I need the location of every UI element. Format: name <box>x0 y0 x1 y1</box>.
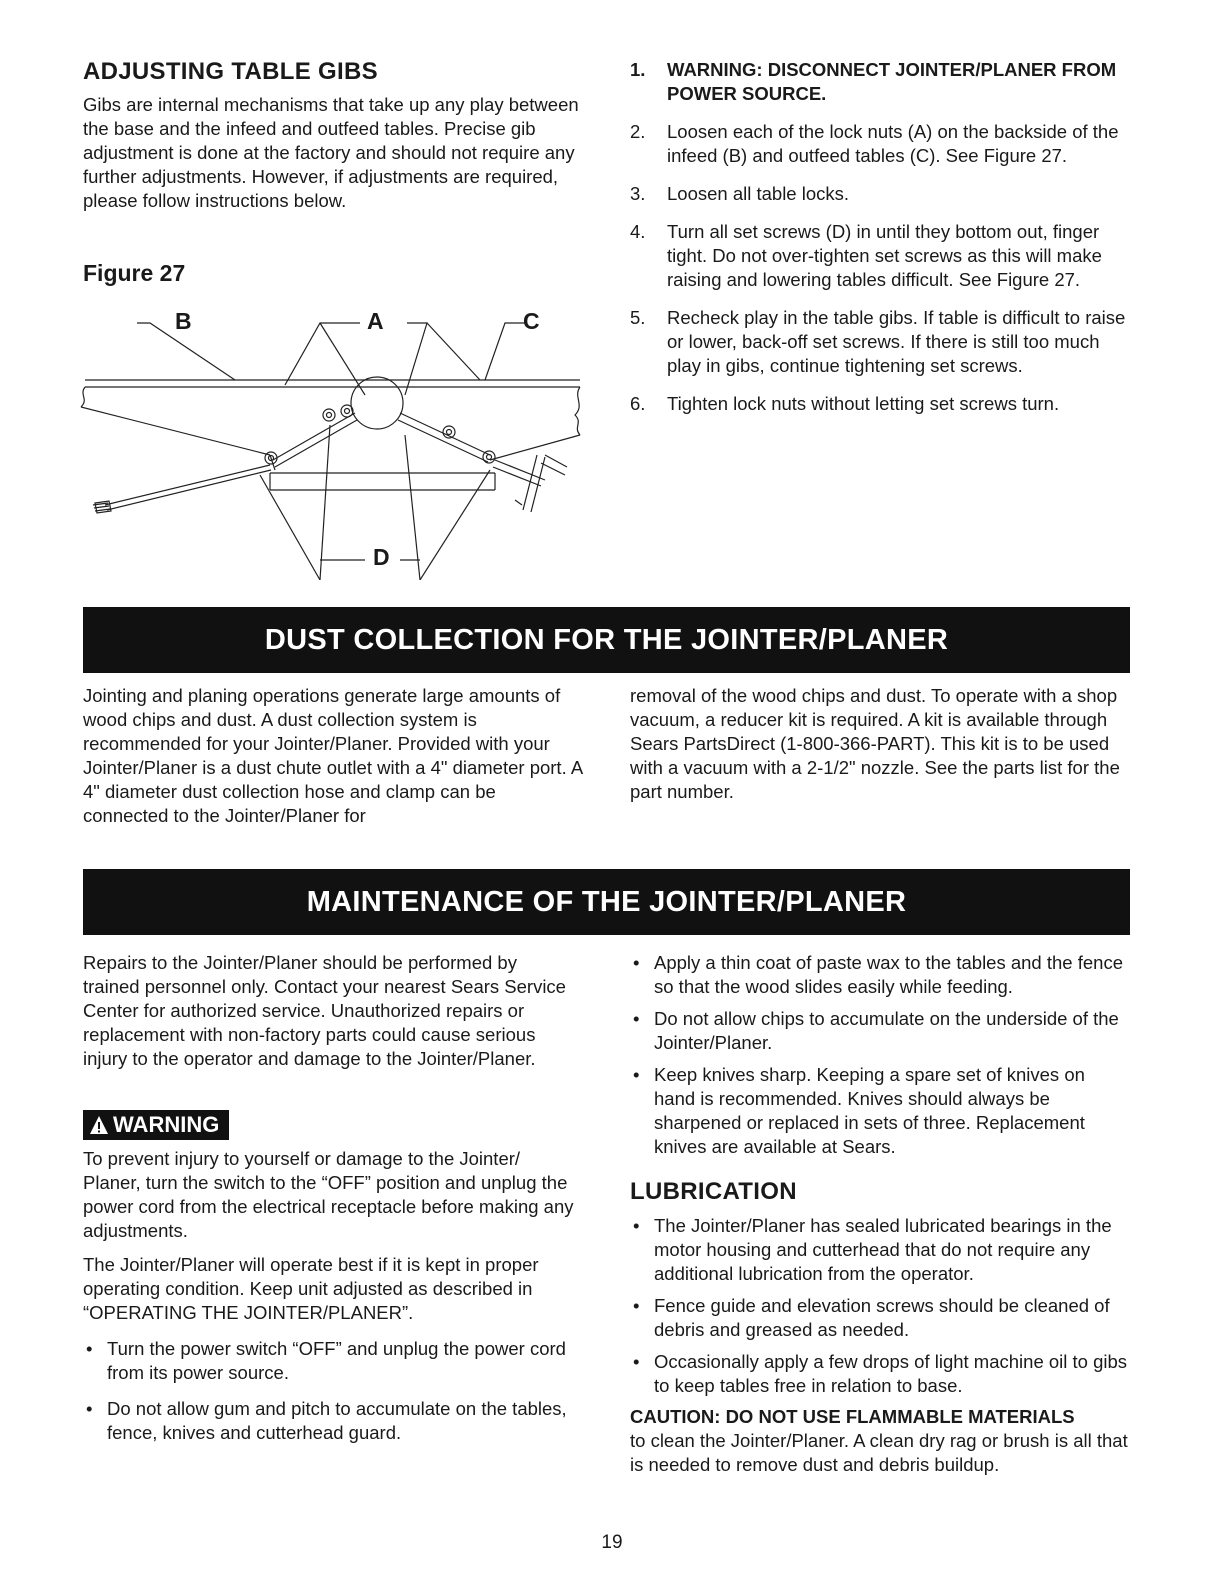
dust-left-text: Jointing and planing operations generate large amounts of wood chips and dust. A dust collection system is recommended for your Jointer/Planer. Provided with your Jointer/Planer is a dust chute outlet with a 4" diameter port. A 4" diameter dust collection hose and clamp can be connected to the Jointer/Planer for <box>83 685 583 826</box>
list-item: • Occasionally apply a few drops of light machine oil to gibs to keep tables free in relation to base. <box>633 1351 1128 1396</box>
maintenance-left-bullets <box>83 1337 578 1453</box>
figure-label-a: A <box>367 308 384 334</box>
dust-collection-banner: DUST COLLECTION FOR THE JOINTER/PLANER <box>83 607 1130 673</box>
caution-heading: CAUTION: DO NOT USE FLAMMABLE MATERIALS <box>630 1406 1075 1427</box>
dust-right-text: removal of the wood chips and dust. To operate with a shop vacuum, a reducer kit is required. A kit is available through Sears PartsDirect (1-800-366-PART). This kit is to be used with a vacuum with a 2-1/2" nozzle. See the parts list for the part number. <box>630 685 1120 802</box>
figure-label-d: D <box>373 544 390 570</box>
gibs-step: 5. Recheck play in the table gibs. If table is difficult to raise or lower, back-off set screws. If there is still too much play in gibs, continue tightening set screws. <box>630 307 1126 376</box>
warning-text: To prevent injury to yourself or damage to the Jointer/ Planer, turn the switch to the “OFF” position and unplug the power cord from the electrical receptacle before making any adjustments. <box>83 1148 574 1241</box>
lubrication-bullets <box>630 1214 1130 1406</box>
gibs-heading: ADJUSTING TABLE GIBS <box>83 58 378 85</box>
gibs-steps <box>630 58 1135 430</box>
gibs-step: 6. Tighten lock nuts without letting set screws turn. <box>630 393 1060 414</box>
list-item: • Do not allow gum and pitch to accumulate on the tables, fence, knives and cutterhead guard. <box>86 1398 567 1443</box>
list-item: • Turn the power switch “OFF” and unplug the power cord from its power source. <box>86 1338 566 1383</box>
list-item: • Do not allow chips to accumulate on the underside of the Jointer/Planer. <box>633 1008 1119 1053</box>
figure-27-diagram <box>75 295 595 580</box>
gibs-step: 1. WARNING: DISCONNECT JOINTER/PLANER FROM POWER SOURCE. <box>630 59 1117 104</box>
gibs-step: 3. Loosen all table locks. <box>630 183 850 204</box>
list-item: • Keep knives sharp. Keeping a spare set of knives on hand is recommended. Knives should always be sharpened or replaced in sets of three. Replacement knives are available at Sears. <box>633 1064 1085 1157</box>
condition-text: The Jointer/Planer will operate best if it is kept in proper operating condition. Keep unit adjusted as described in “OPERATING THE JOINTER/PLANER”. <box>83 1254 539 1323</box>
maintenance-right-bullets <box>630 951 1130 1167</box>
list-item: • Apply a thin coat of paste wax to the tables and the fence so that the wood slides easily while feeding. <box>633 952 1123 997</box>
gibs-step: 4. Turn all set screws (D) in until they bottom out, finger tight. Do not over-tighten set screws as this will make raising and lowering tables difficult. See Figure 27. <box>630 221 1102 290</box>
gibs-intro: Gibs are internal mechanisms that take up any play between the base and the infeed and outfeed tables. Precise gib adjustment is done at the factory and should not require any further adjustments. However, if adjustments are required, please follow instructions below. <box>83 94 579 211</box>
page-number: 19 <box>601 1532 623 1553</box>
warning-label: WARNING <box>113 1112 220 1137</box>
list-item: • The Jointer/Planer has sealed lubricated bearings in the motor housing and cutterhead that do not require any additional lubrication from the operator. <box>633 1215 1112 1284</box>
figure-label-c: C <box>523 308 540 334</box>
warning-triangle-icon <box>89 1115 109 1135</box>
list-item: • Fence guide and elevation screws should be cleaned of debris and greased as needed. <box>633 1295 1110 1340</box>
caution-text: to clean the Jointer/Planer. A clean dry rag or brush is all that is needed to remove dust and debris buildup. <box>630 1430 1128 1475</box>
figure-title: Figure 27 <box>83 260 186 286</box>
warning-badge <box>83 1110 229 1140</box>
gibs-step: 2. Loosen each of the lock nuts (A) on the backside of the infeed (B) and outfeed tables (C). See Figure 27. <box>630 121 1119 166</box>
lubrication-heading: LUBRICATION <box>630 1178 797 1205</box>
maintenance-intro: Repairs to the Jointer/Planer should be performed by trained personnel only. Contact your nearest Sears Service Center for authorized service. Unauthorized repairs or replacement with non-factory parts could cause serious injury to the operator and damage to the Jointer/Planer. <box>83 952 566 1069</box>
figure-label-b: B <box>175 308 192 334</box>
maintenance-banner: MAINTENANCE OF THE JOINTER/PLANER <box>83 869 1130 935</box>
